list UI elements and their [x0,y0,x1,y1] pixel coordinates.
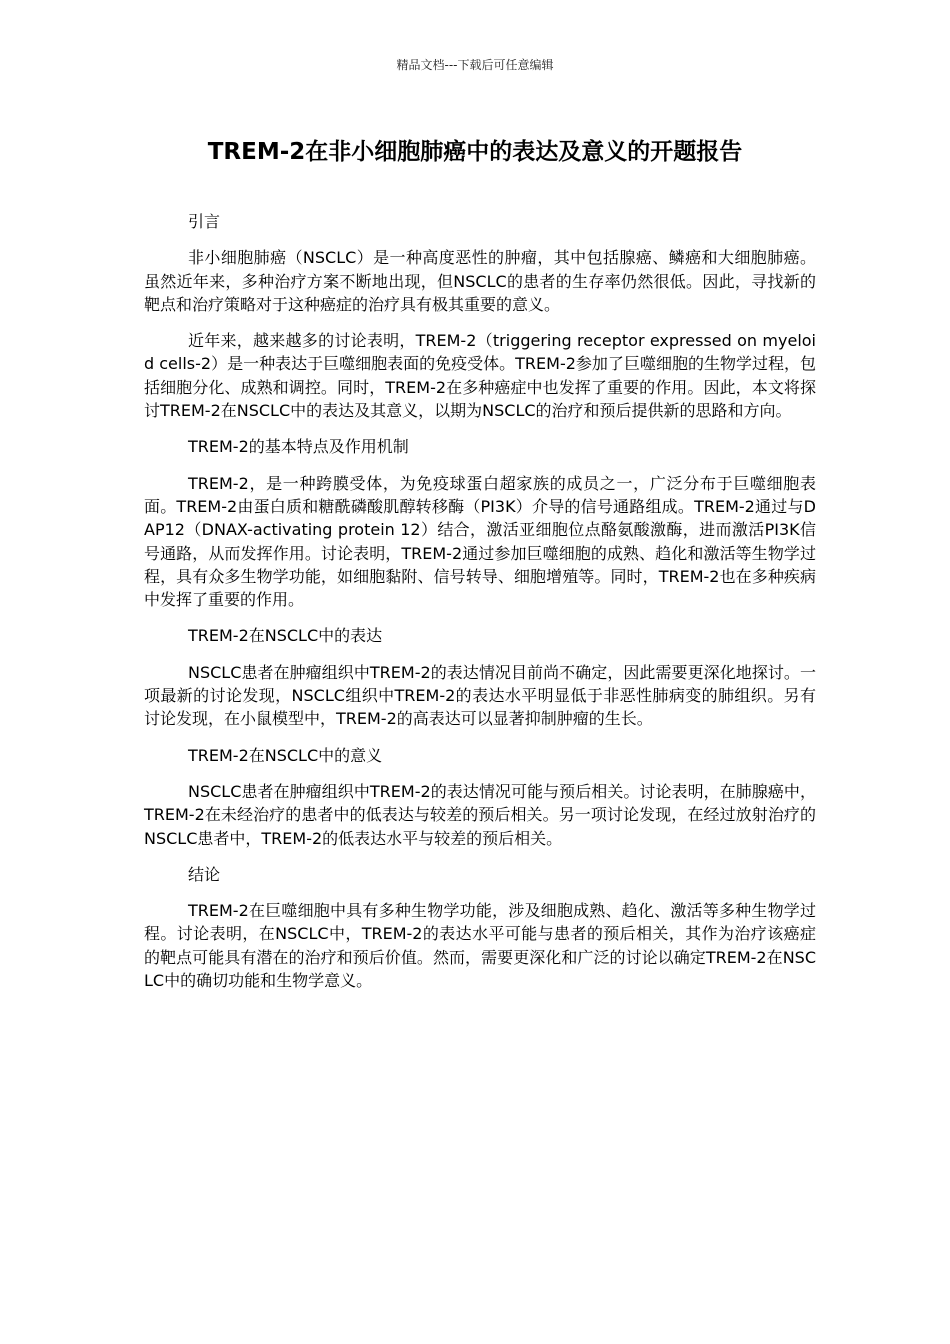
section-heading-conclusion: 结论 [188,864,221,884]
section-heading-significance: TREM-2在NSCLC中的意义 [188,745,383,765]
document-title: TREM-2在非小细胞肺癌中的表达及意义的开题报告 [207,139,743,165]
paragraph-significance: NSCLC患者在肿瘤组织中TREM-2的表达情况可能与预后相关。讨论表明，在肺腺癌中，TREM-2在未经治疗的患者中的低表达与较差的预后相关。另一项讨论发现，在经过放射治疗的NSCLC患者中，TREM-2的低表达水平与较差的预后相关。 [144,781,816,848]
paragraph-nsclc-background: 非小细胞肺癌（NSCLC）是一种高度恶性的肿瘤，其中包括腺癌、鳞癌和大细胞肺癌。虽然近年来，多种治疗方案不断地出现，但NSCLC的患者的生存率仍然很低。因此，寻找新的靶点和治疗策略对于这种癌症的治疗具有极其重要的意义。 [144,248,816,314]
section-heading-introduction: 引言 [188,212,221,231]
paragraph-trem2-overview: 近年来，越来越多的讨论表明，TREM-2（triggering receptor expressed on myeloid cells-2）是一种表达于巨噬细胞表面的免疫受体。TREM-2参加了巨噬细胞的生物学过程，包括细胞分化、成熟和调控。同时，TREM-2在多种癌症中也发挥了重要的作用。因此，本文将探讨TREM-2在NSCLC中的表达及其意义，以期为NSCLC的治疗和预后提供新的思路和方向。 [144,331,816,421]
paragraph-conclusion: TREM-2在巨噬细胞中具有多种生物学功能，涉及细胞成熟、趋化、激活等多种生物学过程。讨论表明，在NSCLC中，TREM-2的表达水平可能与患者的预后相关，其作为治疗该癌症的靶点可能具有潜在的治疗和预后价值。然而，需要更深化和广泛的讨论以确定TREM-2在NSCLC中的确切功能和生物学意义。 [144,901,816,991]
section-heading-expression: TREM-2在NSCLC中的表达 [188,626,383,646]
page-header-watermark: 精品文档---下载后可任意编辑 [396,58,554,72]
section-heading-mechanism: TREM-2的基本特点及作用机制 [188,437,409,457]
document-body [144,210,816,1005]
paragraph-mechanism: TREM-2，是一种跨膜受体，为免疫球蛋白超家族的成员之一，广泛分布于巨噬细胞表面。TREM-2由蛋白质和糖酰磷酸肌醇转移酶（PI3K）介导的信号通路组成。TREM-2通过与DAP12（DNAX-activating protein 12）结合，激活亚细胞位点酪氨酸激酶，进而激活PI3K信号通路，从而发挥作用。讨论表明，TREM-2通过参加巨噬细胞的成熟、趋化和激活等生物学过程，具有众多生物学功能，如细胞黏附、信号转导、细胞增殖等。同时，TREM-2也在多种疾病中发挥了重要的作用。 [144,473,816,610]
paragraph-expression: NSCLC患者在肿瘤组织中TREM-2的表达情况目前尚不确定，因此需要更深化地探讨。一项最新的讨论发现，NSCLC组织中TREM-2的表达水平明显低于非恶性肺病变的肺组织。另有讨论发现，在小鼠模型中，TREM-2的高表达可以显著抑制肿瘤的生长。 [144,662,816,729]
